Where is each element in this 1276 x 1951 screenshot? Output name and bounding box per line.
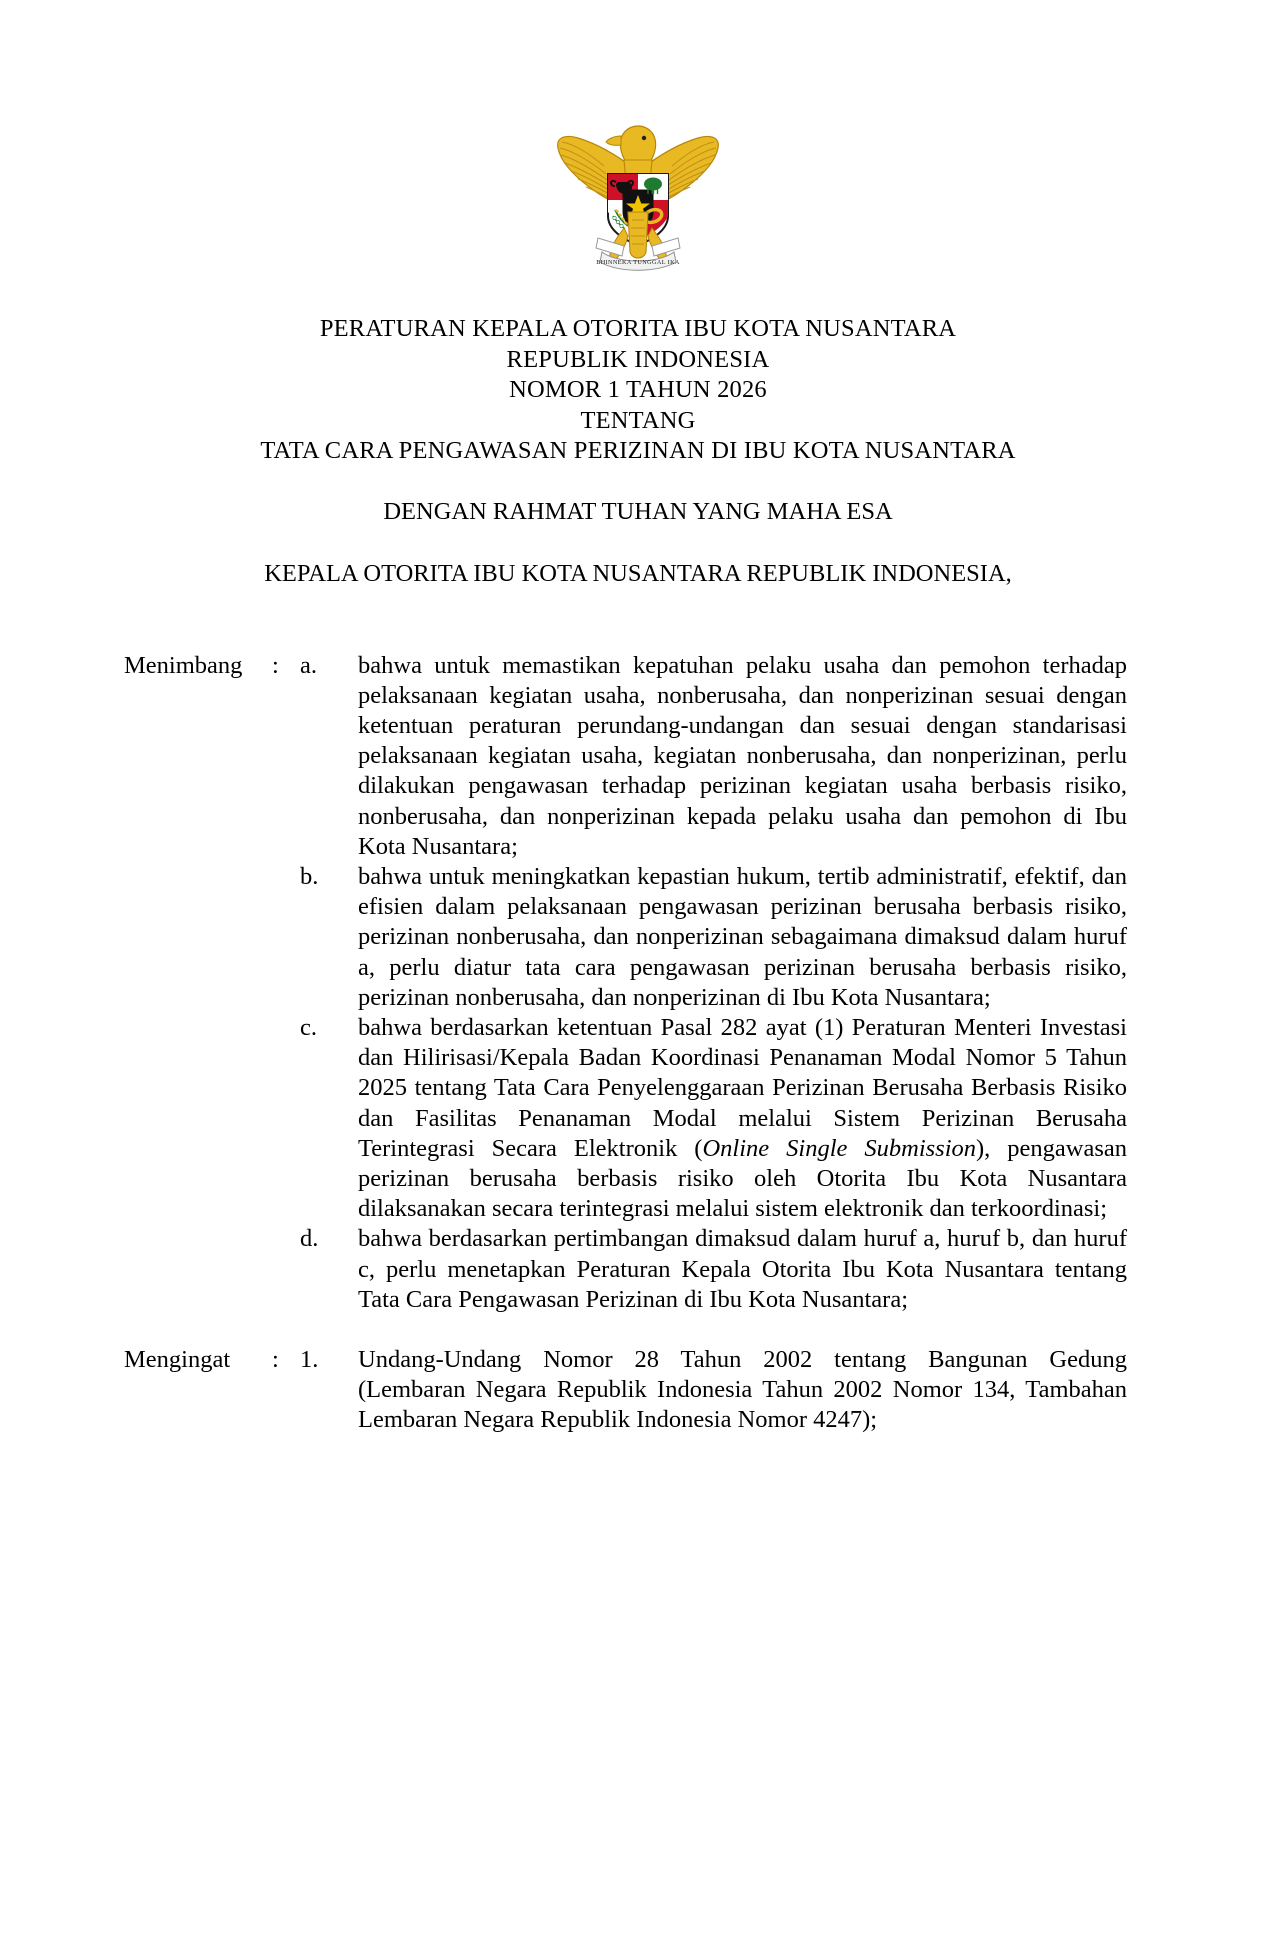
title-line-5-subject: TATA CARA PENGAWASAN PERIZINAN DI IBU KOTA NUSANTARA [260, 437, 1016, 464]
title-line-4-tentang: TENTANG [580, 406, 696, 434]
emblem-container [0, 0, 1276, 280]
clause-c-text-after: ), pengawasan perizinan berusaha berbasis risiko oleh Otorita Ibu Kota Nusantara dilaksanakan secara terintegrasi melalui sistem elektronik dan terkoordinasi; [358, 1134, 1128, 1223]
decree-invocation-line: DENGAN RAHMAT TUHAN YANG MAHA ESA [383, 497, 893, 525]
clause-item-menimbang-a [124, 651, 1127, 862]
clause-group-mengingat [124, 1345, 1127, 1436]
clause-c-text-before: bahwa berdasarkan ketentuan Pasal 282 ayat (1) Peraturan Menteri Investasi dan Hilirisasi/Kepala Badan Koordinasi Penanaman Modal Nomor 5 Tahun 2025 tentang Tata Cara Penyelenggaraan Perizinan Berusaha Berbasis Risiko dan Fasilitas Penanaman Modal melalui Sistem Perizinan Berusaha Terintegrasi Secara Elektronik ( [358, 1013, 1127, 1162]
clause-item-menimbang-d [124, 1224, 1127, 1315]
clause-colon-menimbang: : [272, 651, 279, 679]
title-line-2: REPUBLIK INDONESIA [506, 345, 770, 373]
clause-marker-a: a. [300, 651, 317, 679]
clause-marker-c: c. [300, 1013, 317, 1041]
clause-text-menimbang-d: bahwa berdasarkan pertimbangan dimaksud dalam huruf a, huruf b, dan huruf c, perlu menetapkan Peraturan Kepala Otorita Ibu Kota Nusantara tentang Tata Cara Pengawasan Perizinan di Ibu Kota Nusantara; [358, 1225, 1127, 1313]
document-title-block [0, 314, 1276, 467]
clause-text-menimbang-b: bahwa untuk meningkatkan kepastian hukum, tertib administratif, efektif, dan efisien dalam pelaksanaan pengawasan perizinan berusaha berbasis risiko, perizinan nonberusaha, dan nonperizinan sebagaimana dimaksud dalam huruf a, perlu diatur tata cara pengawasan perizinan berusaha berbasis risiko, perizinan nonberusaha, dan nonperizinan di Ibu Kota Nusantara; [358, 862, 1127, 1011]
clause-text-menimbang-a: bahwa untuk memastikan kepatuhan pelaku usaha dan pemohon terhadap pelaksanaan kegiatan usaha, nonberusaha, dan nonperizinan sesuai dengan ketentuan peraturan perundang-undangan dan sesuai dengan standarisasi pelaksanaan kegiatan usaha, kegiatan nonberusaha, dan nonperizinan, perlu dilakukan pengawasan terhadap perizinan kegiatan usaha berbasis risiko, nonberusaha, dan nonperizinan kepada pelaku usaha dan pemohon di Ibu Kota Nusantara; [358, 651, 1127, 860]
clause-item-menimbang-b [124, 862, 1127, 1013]
clause-marker-b: b. [300, 862, 319, 890]
clause-marker-1: 1. [300, 1345, 319, 1373]
clause-marker-d: d. [300, 1225, 319, 1253]
svg-text:BHINNEKA TUNGGAL IKA: BHINNEKA TUNGGAL IKA [596, 259, 680, 266]
title-line-3-number: NOMOR 1 TAHUN 2026 [509, 376, 767, 403]
garuda-pancasila-emblem [540, 112, 736, 280]
clause-c-italic-term: Online Single Submission [702, 1134, 977, 1162]
clause-text-mengingat-1: Undang-Undang Nomor 28 Tahun 2002 tentang Bangunan Gedung (Lembaran Negara Republik Indonesia Tahun 2002 Nomor 134, Tambahan Lembaran Negara Republik Indonesia Nomor 4247); [358, 1345, 1127, 1434]
clause-label-mengingat: Mengingat [124, 1345, 231, 1373]
clause-item-mengingat-1 [124, 1345, 1127, 1436]
clause-text-menimbang-c [358, 1013, 1127, 1224]
issuing-authority-line: KEPALA OTORITA IBU KOTA NUSANTARA REPUBLIK INDONESIA, [264, 559, 1012, 587]
clause-label-menimbang: Menimbang [124, 651, 243, 679]
clause-item-menimbang-c [124, 1013, 1127, 1224]
clause-colon-mengingat: : [272, 1345, 279, 1373]
clauses-container [0, 651, 1276, 1436]
title-line-1: PERATURAN KEPALA OTORITA IBU KOTA NUSANTARA [319, 315, 957, 342]
clause-group-menimbang [124, 651, 1127, 1315]
clause-section-gap [124, 1315, 1127, 1345]
